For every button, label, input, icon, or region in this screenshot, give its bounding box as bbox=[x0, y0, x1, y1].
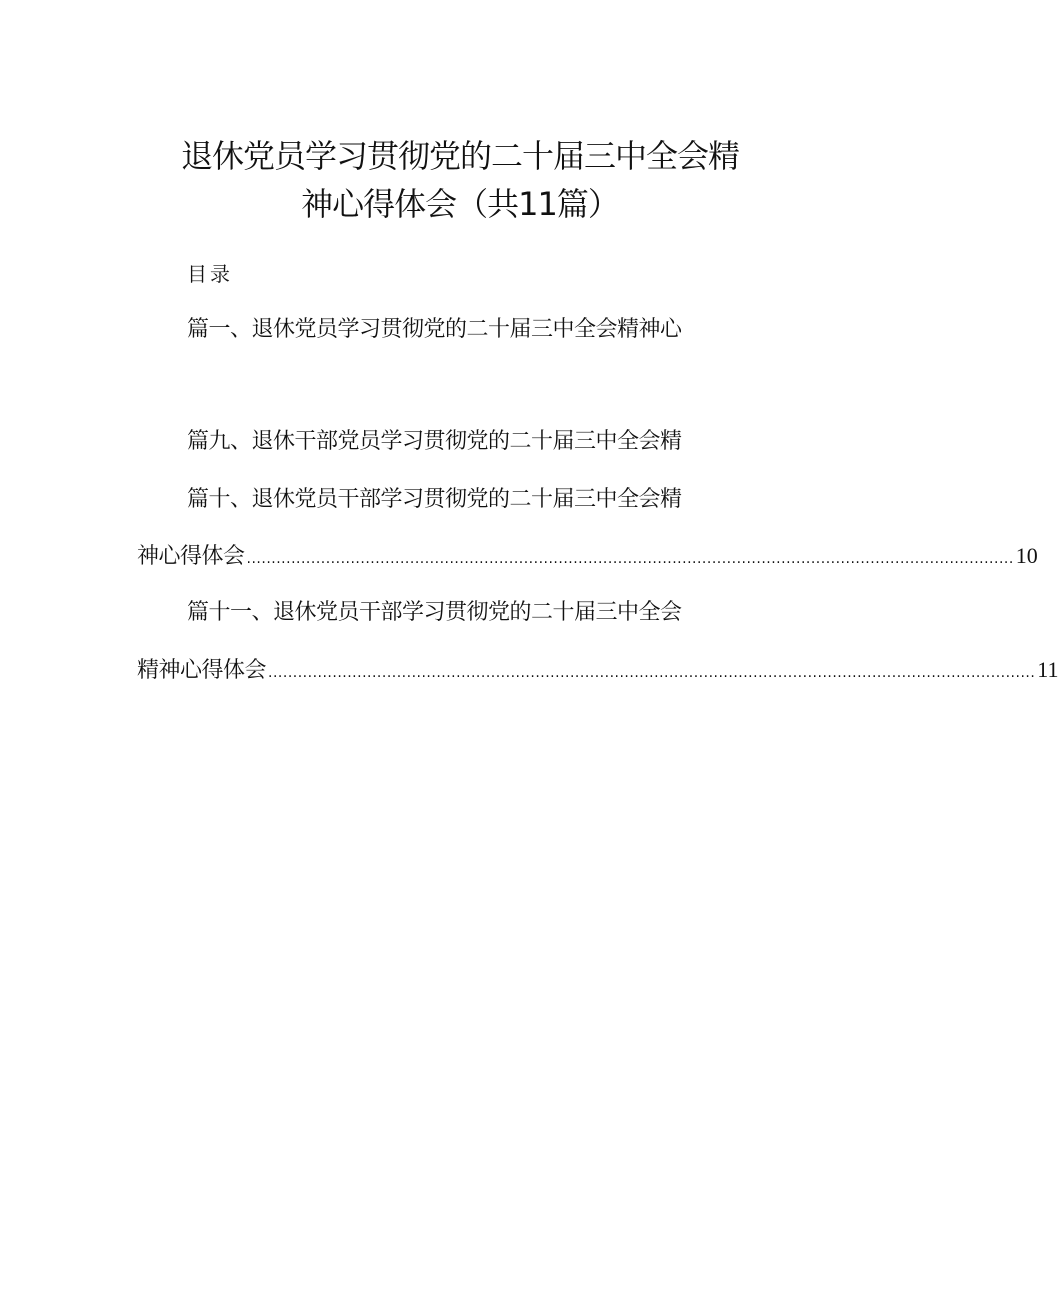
toc-entry-text: 篇十、退休党员干部学习贯彻党的二十届三中全会精 bbox=[187, 487, 682, 512]
toc-page-number: 10 bbox=[1015, 543, 1038, 568]
toc-heading: 目录 bbox=[187, 262, 233, 286]
toc-entry-10-continuation[interactable] bbox=[137, 541, 1038, 574]
toc-entry-text: 精神心得体会 bbox=[137, 658, 267, 683]
toc-leader-dots: ........................................................................................................................................................... bbox=[246, 551, 1014, 567]
toc-entry-text: 篇十一、退休党员干部学习贯彻党的二十届三中全会 bbox=[187, 600, 682, 625]
toc-entry-11[interactable] bbox=[187, 598, 682, 628]
toc-entry-text: 神心得体会 bbox=[137, 544, 245, 569]
toc-entry-10[interactable] bbox=[187, 485, 682, 515]
toc-leader-dots: ........................................................................................................................................................... bbox=[268, 665, 1036, 681]
toc-entry-text: 篇九、退休干部党员学习贯彻党的二十届三中全会精 bbox=[187, 429, 682, 454]
toc-page-number: 11 bbox=[1037, 657, 1058, 682]
toc-entry-1[interactable] bbox=[187, 315, 682, 345]
toc-entry-11-continuation[interactable] bbox=[137, 655, 1058, 688]
title-line-2: 神心得体会（共11篇） bbox=[301, 185, 619, 223]
title-line-1: 退休党员学习贯彻党的二十届三中全会精 bbox=[180, 137, 739, 175]
toc-entry-9[interactable] bbox=[187, 427, 682, 457]
document-title bbox=[160, 132, 760, 228]
toc-entry-text: 篇一、退休党员学习贯彻党的二十届三中全会精神心 bbox=[187, 317, 682, 342]
